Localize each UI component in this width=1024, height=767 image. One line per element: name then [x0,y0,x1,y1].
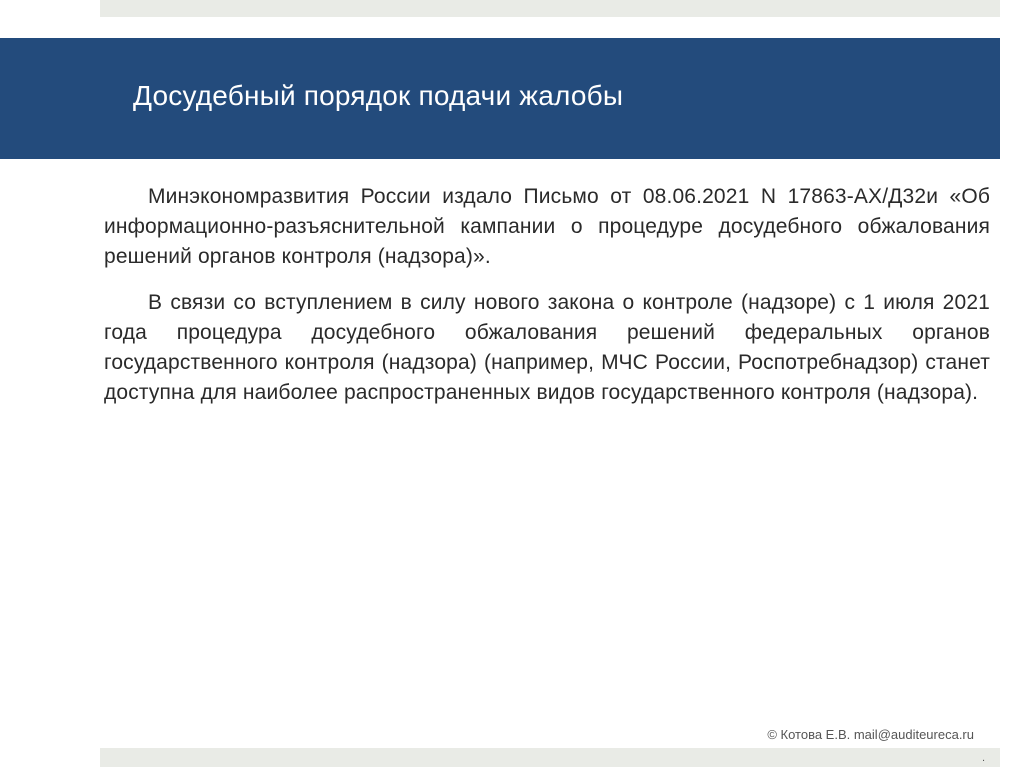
paragraph-letter: Минэкономразвития России издало Письмо от 08.06.2021 N 17863-АХ/Д32и «Об информационно-разъяснительной кампании о процедуре досудебного обжалования решений органов контроля (надзора)». [104,185,990,268]
footer-credit: © Котова Е.В. mail@auditeureca.ru [767,727,974,742]
slide-body [104,182,990,408]
paragraph-new-law: В связи со вступлением в силу нового закона о контроле (надзоре) с 1 июля 2021 года процедура досудебного обжалования решений федеральных органов государственного контроля (надзора) (например, МЧС России, Роспотребнадзор) станет доступна для наиболее распространенных видов государственного контроля (надзора). [104,291,990,404]
bottom-decor-strip [100,748,1000,767]
footer-dot: . [982,752,986,764]
slide-title: Досудебный порядок подачи жалобы [133,80,624,111]
top-decor-strip [100,0,1000,17]
